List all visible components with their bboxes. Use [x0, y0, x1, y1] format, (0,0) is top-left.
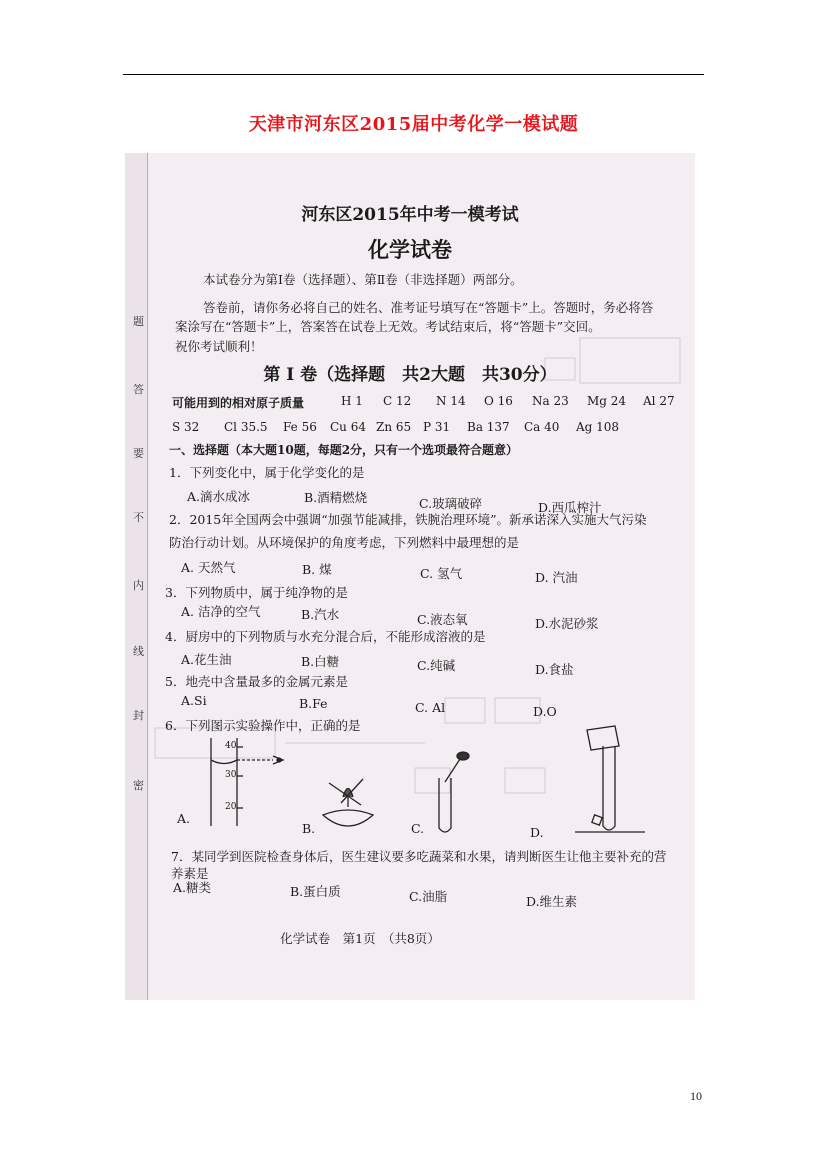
question-stem: 5．地壳中含量最多的金属元素是	[165, 674, 348, 689]
cylinder-tick-label: 40	[225, 741, 237, 751]
strip-char: 答	[133, 383, 144, 396]
scanned-exam-page	[125, 153, 695, 1000]
atomic-mass: Cu 64	[330, 420, 366, 434]
exam-title: 河东区2015年中考一模考试	[301, 205, 519, 225]
header-rule	[123, 74, 704, 75]
option: B.白糖	[301, 654, 340, 669]
question-stem: 7．某同学到医院检查身体后，医生建议要多吃蔬菜和水果，请判断医生让他主要补充的营	[171, 849, 667, 864]
option: B.酒精燃烧	[304, 490, 368, 505]
section-title: 第 Ⅰ 卷（选择题 共2大题 共30分）	[263, 365, 557, 385]
atomic-mass: H 1	[341, 394, 363, 408]
strip-char: 密	[133, 779, 144, 792]
option: C.纯碱	[417, 658, 456, 673]
intro-line: 答卷前，请你务必将自己的姓名、准考证号填写在“答题卡”上。答题时，务必将答	[203, 300, 654, 315]
option: A.滴水成冰	[187, 489, 251, 504]
strip-char: 要	[133, 447, 144, 460]
cylinder-tick-label: 20	[225, 802, 237, 812]
cylinder-tick-label: 30	[225, 770, 237, 780]
option: C. Al	[415, 700, 446, 715]
alcohol-lamp-figure	[313, 775, 383, 835]
option: C. 氢气	[420, 566, 463, 581]
option: C.油脂	[409, 889, 448, 904]
strip-char: 题	[133, 315, 144, 328]
dropper-test-tube-figure	[431, 750, 481, 835]
option: D.维生素	[526, 894, 578, 909]
atomic-mass: Na 23	[532, 394, 569, 408]
paper-title: 化学试卷	[368, 237, 452, 262]
pouring-reagent-figure	[575, 724, 655, 839]
option: D.食盐	[535, 662, 574, 677]
part-heading: 一、选择题（本大题10题，每题2分，只有一个选项最符合题意）	[169, 443, 519, 457]
question-stem: 4．厨房中的下列物质与水充分混合后，不能形成溶液的是	[165, 629, 486, 644]
atomic-mass: Mg 24	[587, 394, 627, 408]
option: D.水泥砂浆	[535, 616, 599, 631]
atomic-mass: O 16	[484, 394, 513, 408]
option: A.Si	[181, 693, 207, 708]
atomic-mass: Ba 137	[467, 420, 510, 434]
option: C.玻璃破碎	[419, 496, 483, 511]
intro-line: 案涂写在“答题卡”上，答案答在试卷上无效。考试结束后，将“答题卡”交回。	[175, 319, 601, 334]
atomic-mass: Ca 40	[524, 420, 560, 434]
atomic-mass: P 31	[423, 420, 451, 434]
intro-line: 祝你考试顺利！	[175, 339, 263, 354]
option: A. 洁净的空气	[181, 604, 261, 619]
option: B.Fe	[299, 696, 328, 711]
intro-line: 本试卷分为第Ⅰ卷（选择题）、第Ⅱ卷（非选择题）两部分。	[203, 272, 523, 287]
atomic-mass: Cl 35.5	[224, 420, 268, 434]
option: A.糖类	[173, 880, 212, 895]
atomic-mass: C 12	[383, 394, 412, 408]
option: D. 汽油	[535, 570, 578, 585]
option: D.O	[533, 704, 557, 719]
option: C.	[411, 821, 425, 836]
atomic-mass: Al 27	[643, 394, 675, 408]
atomic-mass: Zn 65	[376, 420, 412, 434]
option: C.液态氧	[417, 612, 468, 627]
option: B.	[302, 821, 316, 836]
option: A. 天然气	[181, 560, 236, 575]
strip-char: 内	[133, 579, 144, 592]
document-title: 天津市河东区2015届中考化学一模试题	[248, 114, 579, 135]
question-stem: 3．下列物质中，属于纯净物的是	[165, 585, 348, 600]
option: A.	[177, 811, 191, 826]
atomic-mass: Ag 108	[576, 420, 620, 434]
scan-page-footer: 化学试卷 第1页 （共8页）	[280, 931, 440, 946]
option: B.蛋白质	[290, 884, 341, 899]
cylinder-reading-figure	[203, 736, 293, 826]
option: D.西瓜榨汁	[538, 500, 602, 515]
strip-char: 不	[133, 511, 144, 524]
option: B. 煤	[302, 562, 332, 577]
option: D.	[530, 825, 544, 840]
atomic-mass: S 32	[172, 420, 200, 434]
option: A.花生油	[181, 652, 232, 667]
atomic-mass: N 14	[436, 394, 466, 408]
question-stem-continued: 养素是	[171, 866, 209, 881]
strip-char: 封	[133, 709, 144, 722]
strip-char: 线	[133, 645, 144, 658]
option: B.汽水	[301, 607, 340, 622]
question-stem: 6．下列图示实验操作中，正确的是	[165, 718, 361, 733]
atomic-mass: Fe 56	[283, 420, 317, 434]
question-stem-continued: 防治行动计划。从环境保护的角度考虑，下列燃料中最理想的是	[169, 535, 520, 550]
page-number: 10	[690, 1089, 702, 1103]
question-stem: 1．下列变化中，属于化学变化的是	[169, 465, 365, 480]
question-stem: 2．2015年全国两会中强调“加强节能减排，铁腕治理环境”。新承诺深入实施大气污染	[169, 512, 647, 527]
atomic-mass-label: 可能用到的相对原子质量	[172, 396, 305, 410]
